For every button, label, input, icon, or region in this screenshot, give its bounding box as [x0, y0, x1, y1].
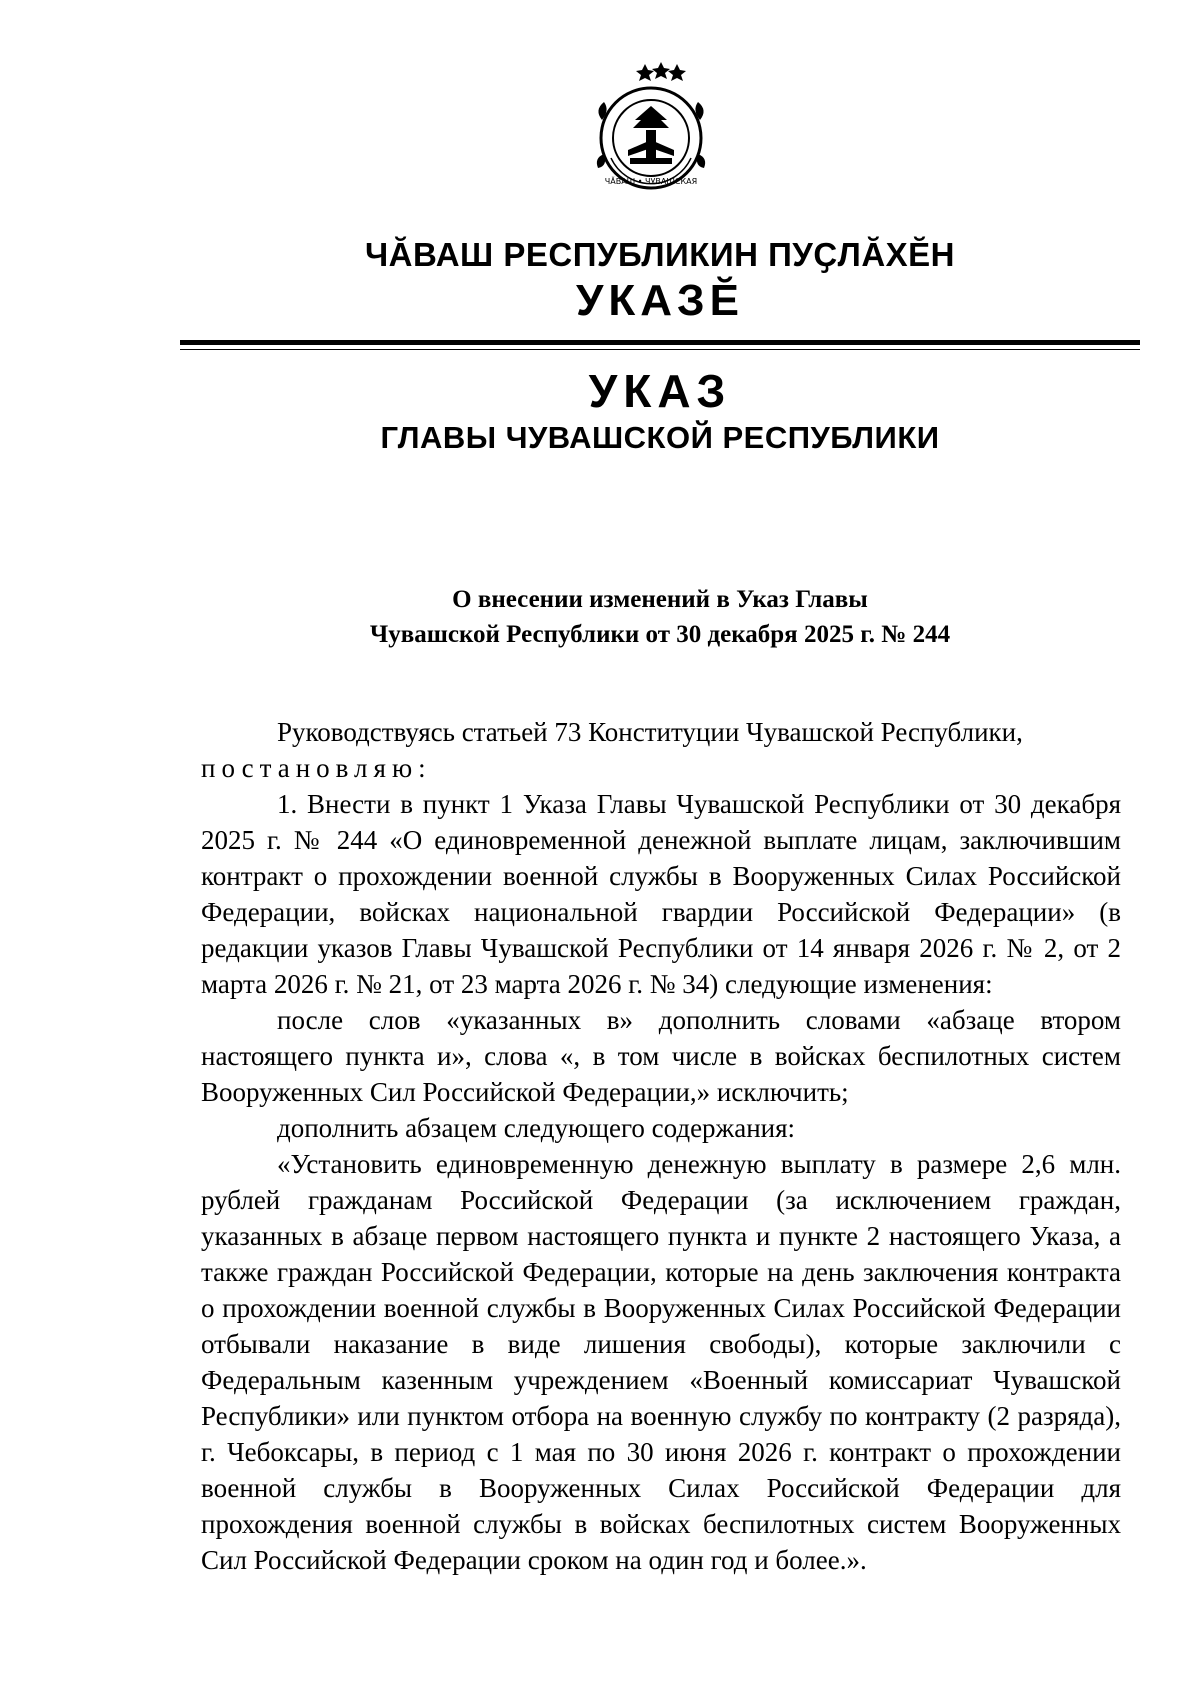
chuvash-header-line: ЧӐВАШ РЕСПУБЛИКИН ПУҪЛӐХӖН	[364, 236, 956, 273]
paragraph-3: дополнить абзацем следующего содержания:	[277, 1113, 796, 1143]
header-divider-thick	[180, 340, 1140, 345]
decree-word: постановляю:	[201, 753, 432, 783]
svg-text:ЧӐВАШ • ЧУВАШСКАЯ: ЧӐВАШ • ЧУВАШСКАЯ	[604, 177, 698, 186]
decree-subject	[180, 582, 1140, 652]
paragraph-1: 1. Внести в пункт 1 Указа Главы Чувашской Республики от 30 декабря 2025 г. № 244 «О единовременной денежной выплате лицам, заключившим контракт о прохождении военной службы в Вооруженных Силах Российской Федерации, войсках национальной гвардии Российской Федерации» (в редакции указов Главы Чувашской Республики от 14 января 2026 г. № 2, от 2 марта 2026 г. № 21, от 23 марта 2026 г. № 34) следующие изменения:	[201, 789, 1121, 999]
decree-body	[201, 714, 1121, 1578]
russian-header-line: ГЛАВЫ ЧУВАШСКОЙ РЕСПУБЛИКИ	[380, 420, 940, 455]
chuvash-decree-title: УКАЗӖ	[576, 276, 744, 325]
russian-decree-title: УКАЗ	[588, 365, 732, 417]
header-divider-thin	[180, 349, 1140, 350]
chuvash-emblem-icon	[594, 58, 754, 208]
intro-paragraph: Руководствуясь статьей 73 Конституции Чувашской Республики,	[277, 717, 1023, 747]
subject-line-2: Чувашской Республики от 30 декабря 2025 г. № 244	[369, 621, 951, 648]
paragraph-2: после слов «указанных в» дополнить словами «абзаце втором настоящего пункта и», слова «, в том числе в войсках беспилотных систем Вооруженных Сил Российской Федерации,» исключить;	[201, 1005, 1121, 1107]
paragraph-4: «Установить единовременную денежную выплату в размере 2,6 млн. рублей гражданам Российской Федерации (за исключением граждан, указанных в абзаце первом настоящего пункта и пункте 2 настоящего Указа, а также граждан Российской Федерации, которые на день заключения контракта о прохождении военной службы в Вооруженных Силах Российской Федерации отбывали наказание в виде лишения свободы), которые заключили с Федеральным казенным учреждением «Военный комиссариат Чувашской Республики» или пунктом отбора на военную службу по контракту (2 разряда), г. Чебоксары, в период с 1 мая по 30 июня 2026 г. контракт о прохождении военной службы в Вооруженных Силах Российской Федерации для прохождения военной службы в войсках беспилотных систем Вооруженных Сил Российской Федерации сроком на один год и более.».	[201, 1149, 1121, 1575]
subject-line-1: О внесении изменений в Указ Главы	[452, 586, 868, 613]
